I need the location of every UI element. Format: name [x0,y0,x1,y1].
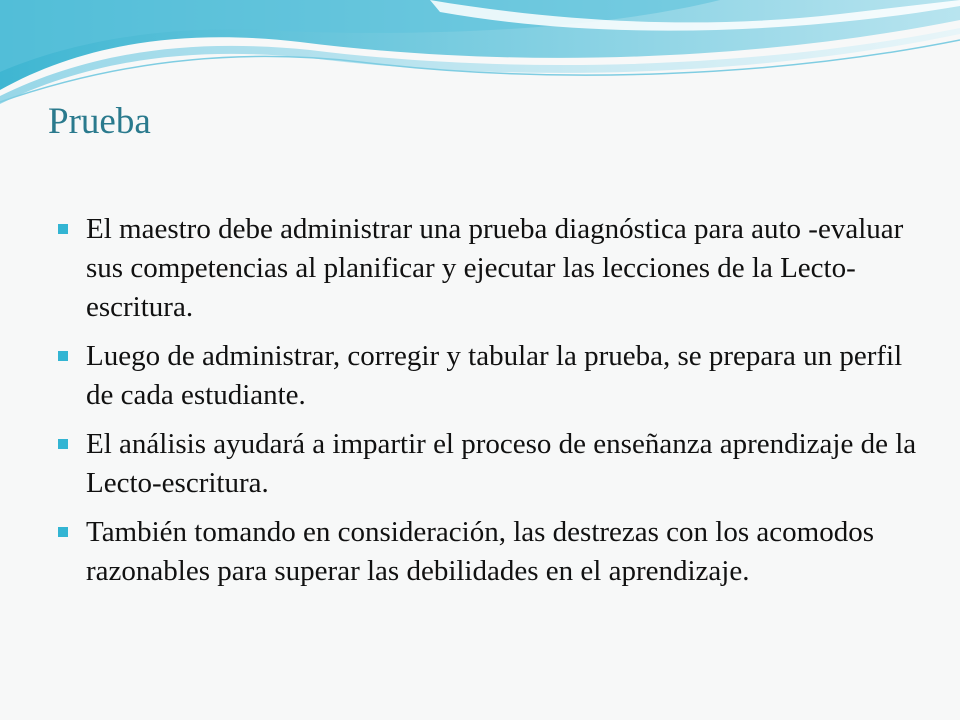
bullet-list [58,210,918,601]
square-bullet-icon [58,527,68,537]
list-item [58,425,918,503]
list-item [58,337,918,415]
square-bullet-icon [58,351,68,361]
decorative-wave-header [0,0,960,110]
bullet-text: También tomando en consideración, las destrezas con los acomodos razonables para superar las debilidades en el aprendizaje. [86,516,874,587]
square-bullet-icon [58,439,68,449]
bullet-text: Luego de administrar, corregir y tabular la prueba, se prepara un perfil de cada estudiante. [86,340,903,411]
bullet-text: El maestro debe administrar una prueba diagnóstica para auto -evaluar sus competencias al planificar y ejecutar las lecciones de la Lecto-escritura. [86,213,904,323]
list-item [58,210,918,327]
list-item [58,513,918,591]
square-bullet-icon [58,224,68,234]
slide-title: Prueba [48,101,151,142]
bullet-text: El análisis ayudará a impartir el proceso de enseñanza aprendizaje de la Lecto-escritura. [86,428,917,499]
